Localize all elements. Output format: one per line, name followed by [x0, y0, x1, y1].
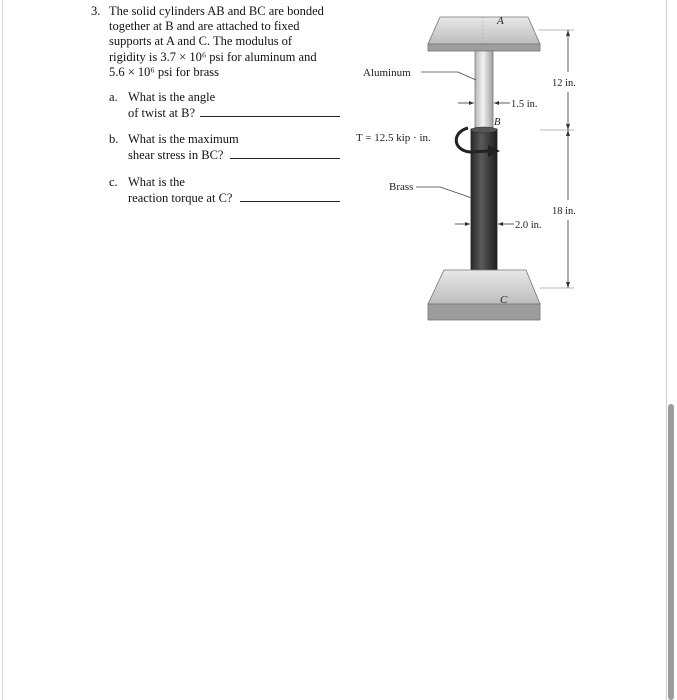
aluminum-leader-line	[421, 72, 476, 80]
question-b-letter: b.	[109, 132, 119, 146]
question-b-line1: What is the maximum	[128, 132, 239, 146]
aluminum-label: Aluminum	[363, 67, 411, 79]
label-b: B	[494, 117, 501, 128]
top-support-block	[428, 17, 540, 51]
label-a: A	[497, 15, 504, 27]
length-dimension-lines	[538, 30, 574, 288]
page-left-border	[2, 0, 3, 700]
question-b-line2: shear stress in BC?	[128, 147, 224, 162]
question-c-line2: reaction torque at C?	[128, 190, 233, 205]
brass-label: Brass	[389, 181, 414, 193]
diameter-bc-label: 2.0 in.	[515, 220, 542, 231]
length-bc-label: 18 in.	[552, 206, 576, 217]
question-b	[109, 132, 344, 166]
question-a-line1: What is the angle	[128, 90, 216, 104]
question-a	[109, 90, 344, 124]
shaft-joint-b	[471, 127, 497, 133]
answer-a-line[interactable]	[200, 116, 340, 117]
question-a-line2: of twist at B?	[128, 105, 196, 120]
problem-number: 3.	[91, 4, 101, 18]
statement-line: rigidity is 3.7 × 10⁶ psi for aluminum and	[109, 49, 317, 64]
question-c	[109, 175, 344, 209]
bottom-support-block	[428, 270, 540, 320]
aluminum-shaft-ab	[475, 51, 493, 129]
statement-line: together at B and are attached to fixed	[109, 19, 300, 34]
length-ab-label: 12 in.	[552, 78, 576, 89]
label-c: C	[500, 294, 508, 306]
brass-leader-line	[416, 187, 472, 198]
answer-b-line[interactable]	[230, 158, 340, 159]
diameter-ab-label: 1.5 in.	[511, 99, 538, 110]
torque-label: T = 12.5 kip · in.	[356, 132, 431, 144]
question-c-line1: What is the	[128, 175, 185, 189]
torsion-shaft-diagram	[340, 0, 670, 330]
statement-line: The solid cylinders AB and BC are bonded	[109, 4, 324, 18]
answer-c-line[interactable]	[240, 201, 340, 202]
question-c-letter: c.	[109, 175, 118, 189]
question-a-letter: a.	[109, 90, 118, 104]
problem-statement	[109, 4, 344, 80]
statement-line: 5.6 × 10⁶ psi for brass	[109, 64, 220, 79]
vertical-scrollbar[interactable]	[668, 404, 674, 700]
statement-line: supports at A and C. The modulus of	[109, 34, 293, 49]
